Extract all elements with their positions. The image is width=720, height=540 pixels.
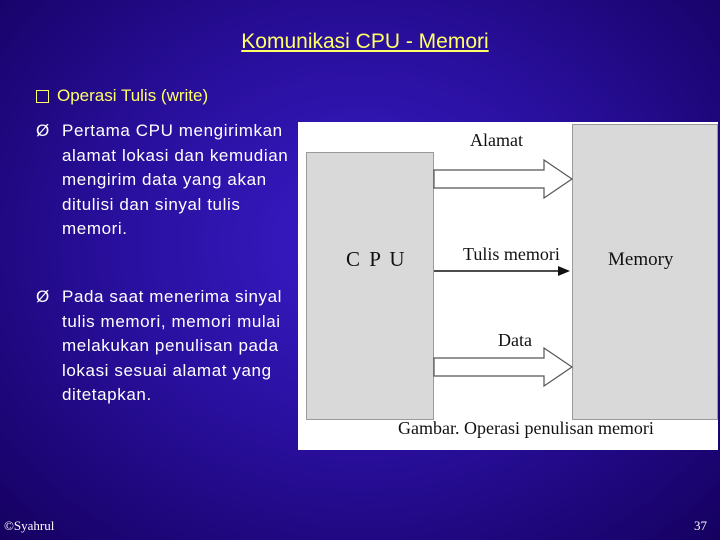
- data-label: Data: [498, 330, 532, 350]
- data-arrow-icon: [434, 348, 572, 386]
- alamat-arrow-icon: [434, 160, 572, 198]
- slide-title: Komunikasi CPU - Memori: [241, 30, 489, 53]
- tulis-memori-label: Tulis memori: [463, 244, 560, 264]
- page-number: 37: [694, 518, 707, 533]
- bullet-text-2: Pada saat menerima sinyal tulis memori, memori mulai melakukan penulisan pada lokasi sesuai alamat yang ditetapkan.: [62, 287, 283, 404]
- figure-caption: Gambar. Operasi penulisan memori: [398, 418, 654, 438]
- arrow-bullet-icon: Ø: [36, 121, 50, 140]
- tulis-memori-arrow-icon: [434, 266, 570, 276]
- bullet-item-2: [36, 285, 298, 408]
- subheading: [36, 86, 208, 106]
- cpu-label: C P U: [346, 247, 407, 271]
- bullet-item-1: [36, 119, 298, 242]
- memory-label: Memory: [608, 249, 674, 270]
- subheading-text: Operasi Tulis (write): [57, 86, 209, 105]
- alamat-label: Alamat: [470, 130, 523, 150]
- arrow-bullet-icon: Ø: [36, 287, 50, 306]
- footer-author: ©Syahrul: [4, 518, 55, 533]
- square-bullet-icon: [36, 90, 49, 103]
- write-operation-diagram: [298, 122, 718, 450]
- diagram-arrows: [298, 122, 718, 450]
- bullet-text-1: Pertama CPU mengirimkan alamat lokasi dan kemudian mengirim data yang akan ditulisi dan sinyal tulis memori.: [62, 121, 289, 238]
